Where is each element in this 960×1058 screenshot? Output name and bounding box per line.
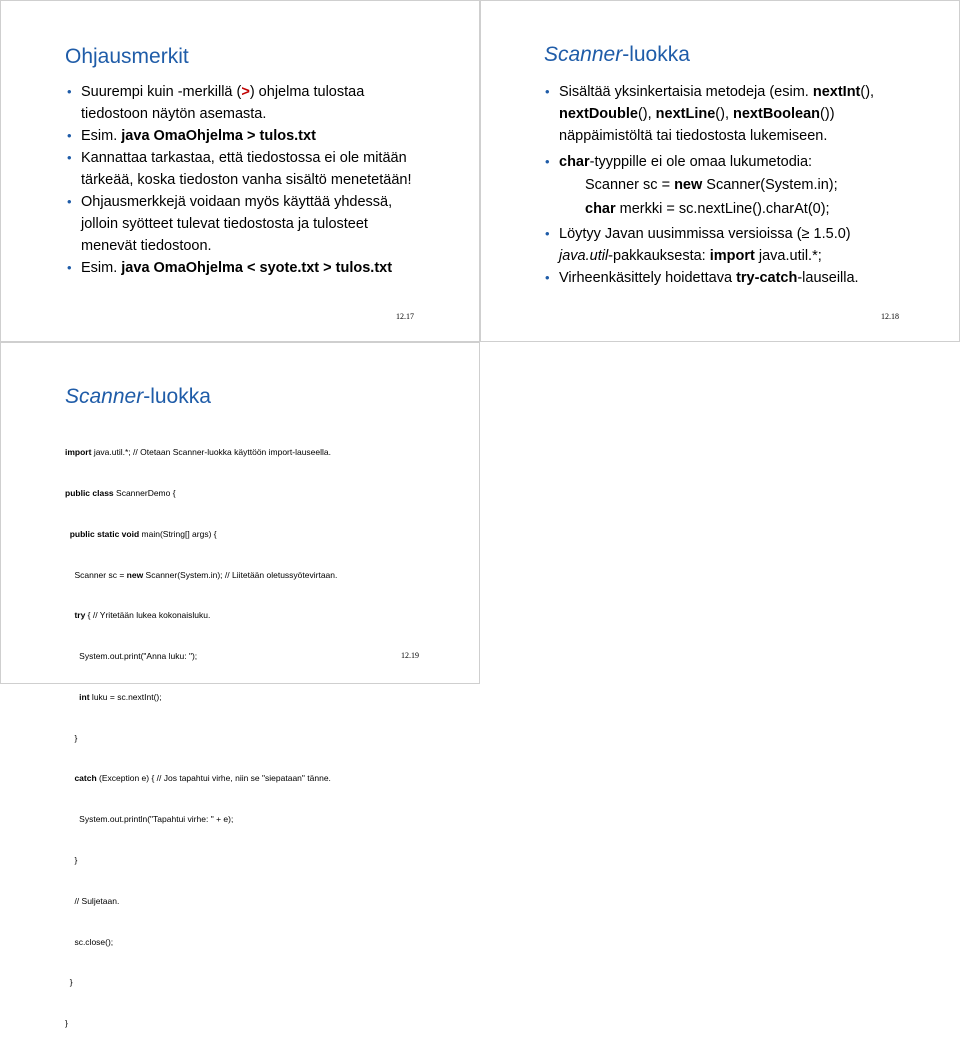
- list-item: • Virheenkäsittely hoidettava try-catch-lauseilla.: [545, 267, 950, 289]
- code-line: sc.close();: [65, 936, 114, 947]
- slide-scanner-luokka: [480, 0, 960, 342]
- bullet-icon: •: [545, 84, 550, 99]
- code-line: Scanner sc = new Scanner(System.in);: [585, 177, 838, 193]
- code-line: try { // Yritetään lukea kokonaisluku.: [65, 610, 211, 621]
- page-number: 12.18: [881, 312, 899, 321]
- list-item: • Ohjausmerkkejä voidaan myös käyttää yhdessä, jolloin syötteet tulevat tiedostosta ja tulosteet menevät tiedostoon.: [67, 191, 467, 257]
- code-line: catch (Exception e) { // Jos tapahtui virhe, niin se "siepataan" tänne.: [65, 773, 331, 784]
- list-item: • Suurempi kuin -merkillä (>) ohjelma tulostaa tiedostoon näytön asemasta.: [67, 81, 467, 125]
- bullet-icon: •: [545, 154, 550, 169]
- list-item: • Esim. java OmaOhjelma > tulos.txt: [67, 125, 467, 147]
- code-line: System.out.println("Tapahtui virhe: " + e);: [65, 814, 234, 825]
- code-line: // Suljetaan.: [65, 895, 120, 906]
- code-line: Scanner sc = new Scanner(System.in); // Liitetään oletussyötevirtaan.: [65, 569, 338, 580]
- slide-title: Ohjausmerkit: [65, 45, 189, 68]
- bullet-icon: •: [545, 270, 550, 285]
- code-line: }: [65, 732, 78, 743]
- code-line: public class ScannerDemo {: [65, 487, 176, 498]
- code-line: }: [65, 1018, 68, 1029]
- slide-title: Scanner-luokka: [544, 43, 690, 66]
- code-line: }: [65, 977, 73, 988]
- code-line: }: [65, 855, 78, 865]
- bullet-list: [67, 81, 467, 279]
- page-number: 12.17: [396, 312, 414, 321]
- slide-ohjausmerkit: [0, 0, 480, 342]
- bullet-icon: •: [67, 128, 72, 143]
- code-line: System.out.print("Anna luku: ");: [65, 651, 198, 662]
- code-line: int luku = sc.nextInt();: [65, 691, 162, 702]
- bullet-icon: •: [67, 194, 72, 209]
- slide-title: Scanner-luokka: [65, 385, 211, 408]
- bullet-list: [545, 81, 950, 289]
- code-block: [65, 419, 337, 1058]
- list-item: • Esim. java OmaOhjelma < syote.txt > tulos.txt: [67, 257, 467, 279]
- bullet-icon: •: [67, 260, 72, 275]
- code-line: public static void main(String[] args) {: [65, 528, 217, 539]
- bullet-icon: •: [67, 150, 72, 165]
- page-number: 12.19: [401, 651, 419, 660]
- code-line: import java.util.*; // Otetaan Scanner-luokka käyttöön import-lauseella.: [65, 447, 331, 458]
- list-item: • Kannattaa tarkastaa, että tiedostossa ei ole mitään tärkeää, koska tiedoston vanha sisältö menetetään!: [67, 147, 467, 191]
- code-line: char merkki = sc.nextLine().charAt(0);: [585, 201, 830, 217]
- bullet-icon: •: [67, 84, 72, 99]
- list-item: • char-tyyppille ei ole omaa lukumetodia:: [545, 151, 950, 173]
- bullet-icon: •: [545, 226, 550, 241]
- slide-scanner-demo: [0, 342, 480, 1029]
- list-item: • Löytyy Javan uusimmissa versioissa (≥ 1.5.0) java.util-pakkauksesta: import java.util.*;: [545, 223, 950, 267]
- list-item: • Sisältää yksinkertaisia metodeja (esim. nextInt(), nextDouble(), nextLine(), nextBoolean()) näppäimistöltä tai tiedostosta lukemiseen.: [545, 81, 950, 147]
